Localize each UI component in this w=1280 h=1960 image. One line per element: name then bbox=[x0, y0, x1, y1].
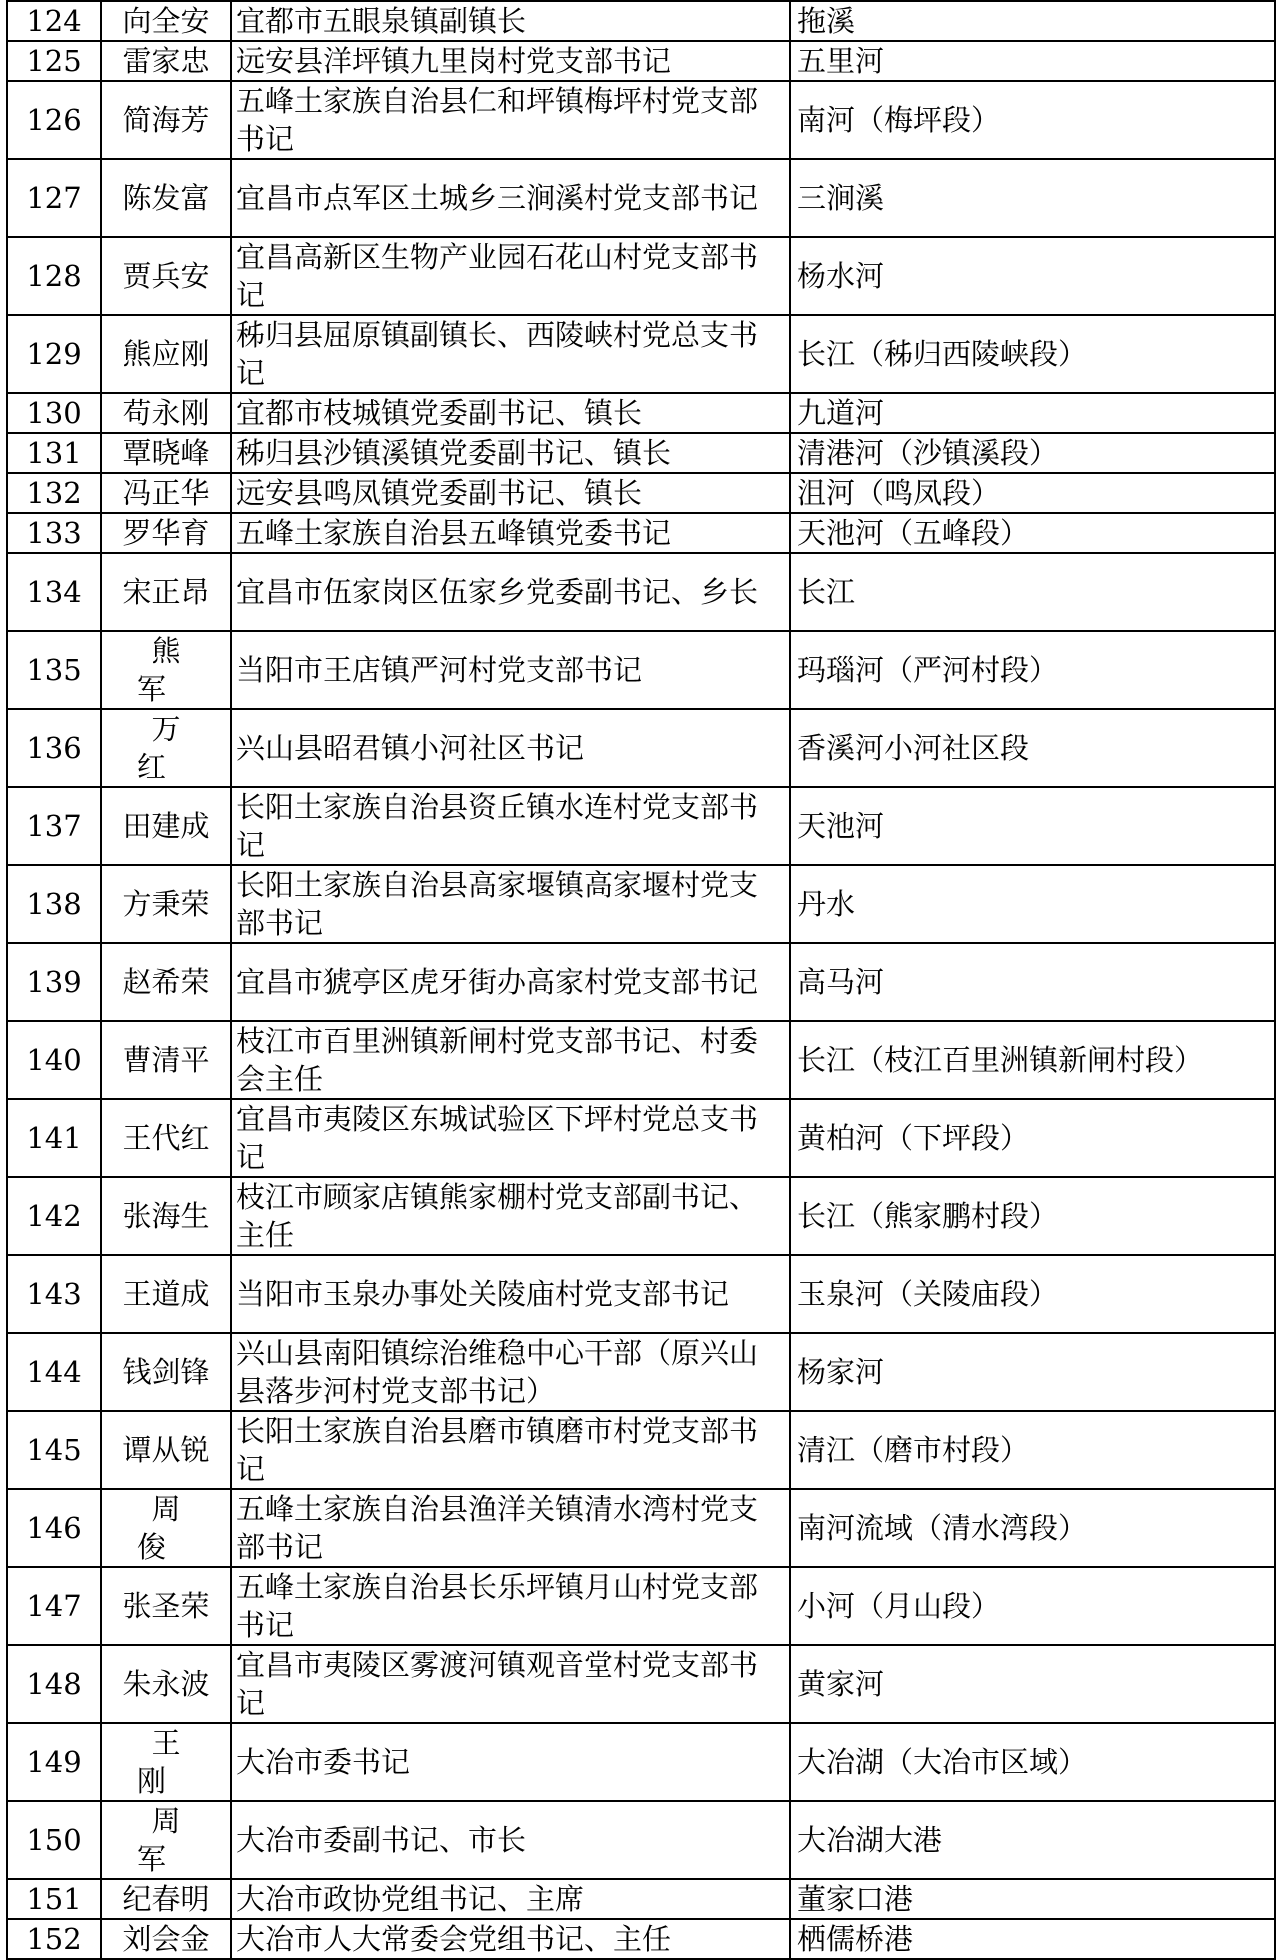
person-position: 宜昌市猇亭区虎牙街办高家村党支部书记 bbox=[231, 943, 790, 1021]
table-body bbox=[7, 1, 1275, 1959]
person-position: 宜昌高新区生物产业园石花山村党支部书记 bbox=[231, 237, 790, 315]
river-section: 玉泉河（关陵庙段） bbox=[790, 1255, 1275, 1333]
table-row bbox=[7, 1919, 1275, 1959]
person-name: 罗华育 bbox=[101, 513, 231, 553]
row-number: 136 bbox=[7, 709, 101, 787]
table-row bbox=[7, 433, 1275, 473]
table-row bbox=[7, 1255, 1275, 1333]
table-row bbox=[7, 1879, 1275, 1919]
person-name: 张圣荣 bbox=[101, 1567, 231, 1645]
table-row bbox=[7, 1567, 1275, 1645]
river-section: 长江（熊家鹏村段） bbox=[790, 1177, 1275, 1255]
person-name: 冯正华 bbox=[101, 473, 231, 513]
person-position: 远安县鸣凤镇党委副书记、镇长 bbox=[231, 473, 790, 513]
row-number: 129 bbox=[7, 315, 101, 393]
row-number: 143 bbox=[7, 1255, 101, 1333]
table-row bbox=[7, 41, 1275, 81]
person-name: 方秉荣 bbox=[101, 865, 231, 943]
row-number: 134 bbox=[7, 553, 101, 631]
person-name: 周军 bbox=[101, 1801, 231, 1879]
table-row bbox=[7, 1333, 1275, 1411]
person-name: 简海芳 bbox=[101, 81, 231, 159]
person-position: 五峰土家族自治县渔洋关镇清水湾村党支部书记 bbox=[231, 1489, 790, 1567]
river-section: 黄家河 bbox=[790, 1645, 1275, 1723]
row-number: 126 bbox=[7, 81, 101, 159]
row-number: 151 bbox=[7, 1879, 101, 1919]
person-name: 覃晓峰 bbox=[101, 433, 231, 473]
row-number: 130 bbox=[7, 393, 101, 433]
person-name: 宋正昂 bbox=[101, 553, 231, 631]
person-name: 朱永波 bbox=[101, 1645, 231, 1723]
river-section: 天池河 bbox=[790, 787, 1275, 865]
river-section: 沮河（鸣凤段） bbox=[790, 473, 1275, 513]
row-number: 141 bbox=[7, 1099, 101, 1177]
row-number: 138 bbox=[7, 865, 101, 943]
table-row bbox=[7, 81, 1275, 159]
person-name: 刘会金 bbox=[101, 1919, 231, 1959]
person-position: 大冶市人大常委会党组书记、主任 bbox=[231, 1919, 790, 1959]
person-position: 兴山县昭君镇小河社区书记 bbox=[231, 709, 790, 787]
table-row bbox=[7, 553, 1275, 631]
river-section: 天池河（五峰段） bbox=[790, 513, 1275, 553]
row-number: 135 bbox=[7, 631, 101, 709]
person-name: 熊军 bbox=[101, 631, 231, 709]
river-chief-table bbox=[6, 0, 1276, 1960]
river-section: 杨家河 bbox=[790, 1333, 1275, 1411]
person-position: 五峰土家族自治县长乐坪镇月山村党支部书记 bbox=[231, 1567, 790, 1645]
person-position: 枝江市百里洲镇新闸村党支部书记、村委会主任 bbox=[231, 1021, 790, 1099]
person-name: 向全安 bbox=[101, 1, 231, 41]
river-section: 玛瑙河（严河村段） bbox=[790, 631, 1275, 709]
table-row bbox=[7, 1645, 1275, 1723]
river-section: 五里河 bbox=[790, 41, 1275, 81]
river-section: 拖溪 bbox=[790, 1, 1275, 41]
row-number: 125 bbox=[7, 41, 101, 81]
row-number: 137 bbox=[7, 787, 101, 865]
person-position: 长阳土家族自治县磨市镇磨市村党支部书记 bbox=[231, 1411, 790, 1489]
person-position: 秭归县沙镇溪镇党委副书记、镇长 bbox=[231, 433, 790, 473]
person-name: 王道成 bbox=[101, 1255, 231, 1333]
river-section: 清港河（沙镇溪段） bbox=[790, 433, 1275, 473]
table-row bbox=[7, 1411, 1275, 1489]
person-position: 大冶市政协党组书记、主席 bbox=[231, 1879, 790, 1919]
row-number: 152 bbox=[7, 1919, 101, 1959]
river-section: 小河（月山段） bbox=[790, 1567, 1275, 1645]
table-row bbox=[7, 631, 1275, 709]
river-section: 大冶湖大港 bbox=[790, 1801, 1275, 1879]
person-name: 雷家忠 bbox=[101, 41, 231, 81]
row-number: 148 bbox=[7, 1645, 101, 1723]
river-section: 长江（枝江百里洲镇新闸村段） bbox=[790, 1021, 1275, 1099]
river-section: 长江（秭归西陵峡段） bbox=[790, 315, 1275, 393]
person-name: 赵希荣 bbox=[101, 943, 231, 1021]
table-row bbox=[7, 473, 1275, 513]
person-position: 大冶市委副书记、市长 bbox=[231, 1801, 790, 1879]
table-row bbox=[7, 315, 1275, 393]
river-section: 长江 bbox=[790, 553, 1275, 631]
river-section: 九道河 bbox=[790, 393, 1275, 433]
person-position: 长阳土家族自治县资丘镇水连村党支部书记 bbox=[231, 787, 790, 865]
river-section: 栖儒桥港 bbox=[790, 1919, 1275, 1959]
person-name: 贾兵安 bbox=[101, 237, 231, 315]
river-section: 三涧溪 bbox=[790, 159, 1275, 237]
person-name: 万红 bbox=[101, 709, 231, 787]
person-position: 当阳市玉泉办事处关陵庙村党支部书记 bbox=[231, 1255, 790, 1333]
table-row bbox=[7, 709, 1275, 787]
row-number: 133 bbox=[7, 513, 101, 553]
table-row bbox=[7, 1, 1275, 41]
row-number: 145 bbox=[7, 1411, 101, 1489]
person-position: 大冶市委书记 bbox=[231, 1723, 790, 1801]
row-number: 150 bbox=[7, 1801, 101, 1879]
river-section: 黄柏河（下坪段） bbox=[790, 1099, 1275, 1177]
person-name: 王代红 bbox=[101, 1099, 231, 1177]
table-row bbox=[7, 1489, 1275, 1567]
person-position: 五峰土家族自治县仁和坪镇梅坪村党支部书记 bbox=[231, 81, 790, 159]
person-position: 宜昌市夷陵区雾渡河镇观音堂村党支部书记 bbox=[231, 1645, 790, 1723]
person-position: 长阳土家族自治县高家堰镇高家堰村党支部书记 bbox=[231, 865, 790, 943]
person-name: 钱剑锋 bbox=[101, 1333, 231, 1411]
river-section: 大冶湖（大冶市区域） bbox=[790, 1723, 1275, 1801]
table-row bbox=[7, 237, 1275, 315]
river-section: 高马河 bbox=[790, 943, 1275, 1021]
river-section: 香溪河小河社区段 bbox=[790, 709, 1275, 787]
row-number: 127 bbox=[7, 159, 101, 237]
person-position: 远安县洋坪镇九里岗村党支部书记 bbox=[231, 41, 790, 81]
row-number: 144 bbox=[7, 1333, 101, 1411]
person-name: 谭从锐 bbox=[101, 1411, 231, 1489]
row-number: 131 bbox=[7, 433, 101, 473]
person-name: 周俊 bbox=[101, 1489, 231, 1567]
person-position: 秭归县屈原镇副镇长、西陵峡村党总支书记 bbox=[231, 315, 790, 393]
table-row bbox=[7, 943, 1275, 1021]
table-row bbox=[7, 1099, 1275, 1177]
river-section: 南河流域（清水湾段） bbox=[790, 1489, 1275, 1567]
table-row bbox=[7, 1021, 1275, 1099]
row-number: 142 bbox=[7, 1177, 101, 1255]
table-row bbox=[7, 1177, 1275, 1255]
row-number: 139 bbox=[7, 943, 101, 1021]
person-name: 田建成 bbox=[101, 787, 231, 865]
row-number: 146 bbox=[7, 1489, 101, 1567]
person-position: 宜都市五眼泉镇副镇长 bbox=[231, 1, 790, 41]
person-position: 兴山县南阳镇综治维稳中心干部（原兴山县落步河村党支部书记） bbox=[231, 1333, 790, 1411]
table-row bbox=[7, 513, 1275, 553]
person-name: 陈发富 bbox=[101, 159, 231, 237]
river-section: 杨水河 bbox=[790, 237, 1275, 315]
person-position: 枝江市顾家店镇熊家棚村党支部副书记、主任 bbox=[231, 1177, 790, 1255]
person-position: 五峰土家族自治县五峰镇党委书记 bbox=[231, 513, 790, 553]
table-row bbox=[7, 1723, 1275, 1801]
table-row bbox=[7, 393, 1275, 433]
person-position: 宜昌市夷陵区东城试验区下坪村党总支书记 bbox=[231, 1099, 790, 1177]
table-row bbox=[7, 865, 1275, 943]
row-number: 147 bbox=[7, 1567, 101, 1645]
person-name: 苟永刚 bbox=[101, 393, 231, 433]
row-number: 128 bbox=[7, 237, 101, 315]
person-position: 宜昌市点军区土城乡三涧溪村党支部书记 bbox=[231, 159, 790, 237]
row-number: 132 bbox=[7, 473, 101, 513]
table-row bbox=[7, 159, 1275, 237]
river-section: 董家口港 bbox=[790, 1879, 1275, 1919]
person-name: 张海生 bbox=[101, 1177, 231, 1255]
person-name: 曹清平 bbox=[101, 1021, 231, 1099]
river-section: 丹水 bbox=[790, 865, 1275, 943]
row-number: 149 bbox=[7, 1723, 101, 1801]
person-name: 王刚 bbox=[101, 1723, 231, 1801]
table-row bbox=[7, 787, 1275, 865]
person-name: 纪春明 bbox=[101, 1879, 231, 1919]
row-number: 124 bbox=[7, 1, 101, 41]
person-name: 熊应刚 bbox=[101, 315, 231, 393]
river-section: 清江（磨市村段） bbox=[790, 1411, 1275, 1489]
table-row bbox=[7, 1801, 1275, 1879]
person-position: 当阳市王店镇严河村党支部书记 bbox=[231, 631, 790, 709]
person-position: 宜都市枝城镇党委副书记、镇长 bbox=[231, 393, 790, 433]
row-number: 140 bbox=[7, 1021, 101, 1099]
person-position: 宜昌市伍家岗区伍家乡党委副书记、乡长 bbox=[231, 553, 790, 631]
river-section: 南河（梅坪段） bbox=[790, 81, 1275, 159]
